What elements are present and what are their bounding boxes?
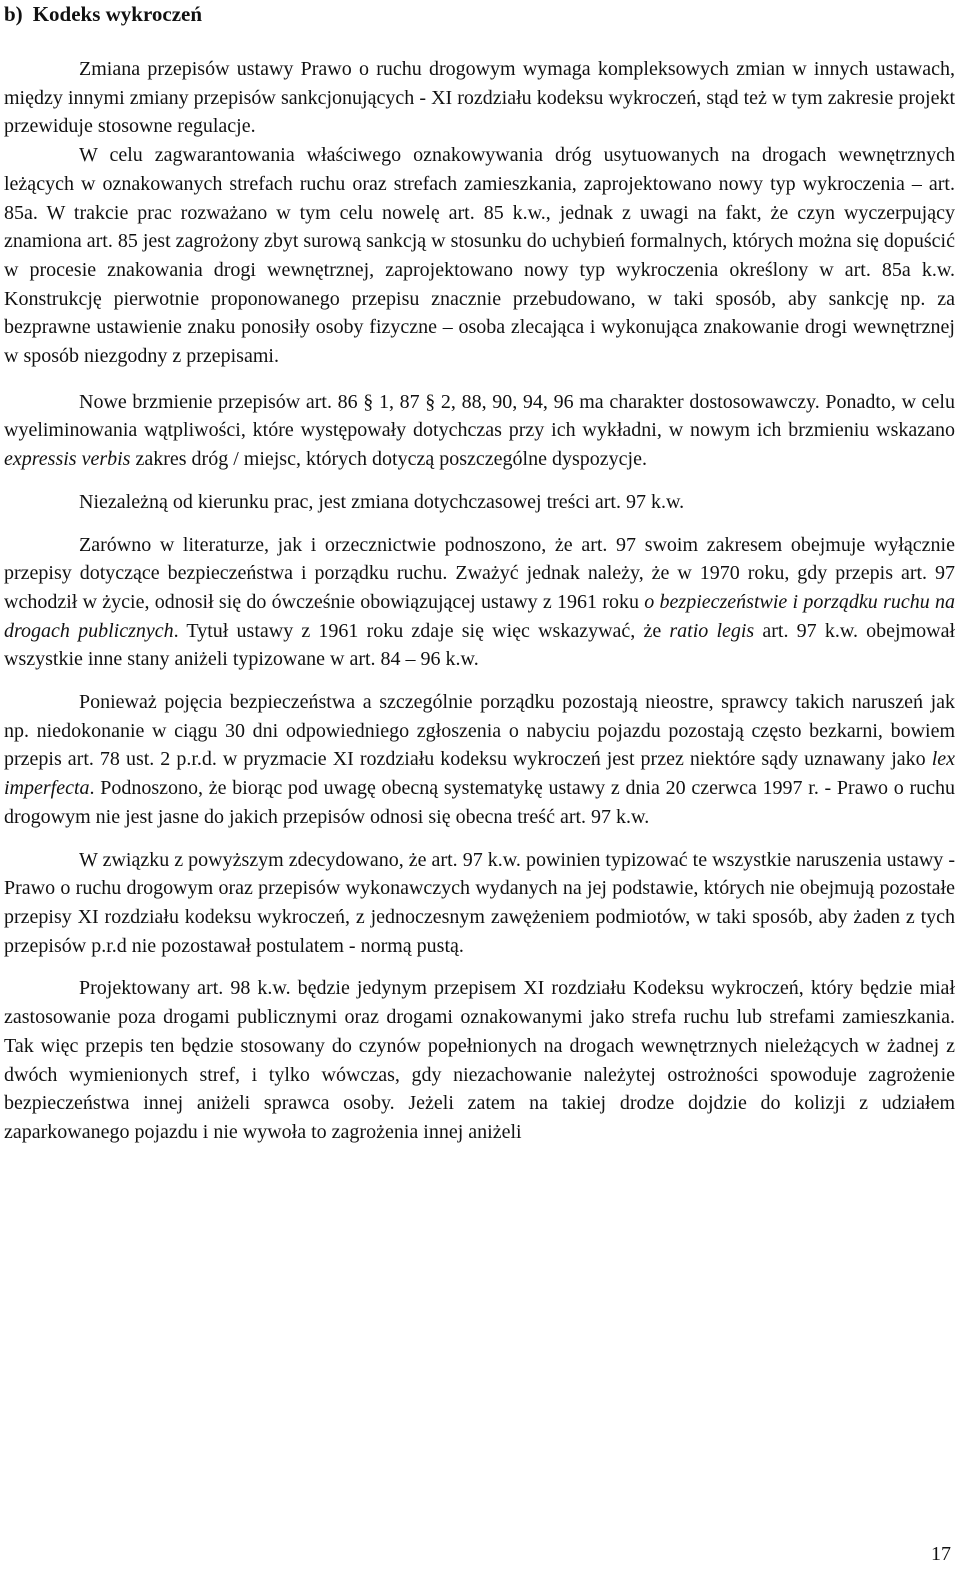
paragraph-text: W celu zagwarantowania właściwego oznakowywania dróg usytuowanych na drogach wewnętrznych leżących w oznakowanych strefach ruchu oraz strefach zamieszkania, zaprojektowano nowy typ wykroczenia – art. 85a. W trakcie prac rozważano w tym celu nowelę art. 85 k.w., jednak z uwagi na fakt, że czyn wyczerpujący znamiona art. 85 jest zagrożony zbyt surową sankcją w stosunku do uchybień formalnych, których można się dopuścić w procesie znakowania drogi wewnętrznej, zaprojektowano nowy typ wykroczenia określony w art. 85a k.w. Konstrukcję pierwotnie proponowanego przepisu znacznie przebudowano, w taki sposób, aby sankcję np. za bezprawne ustawienie znaku ponosiły osoby fizyczne – osoba zlecająca i wykonująca znakowanie drogi wewnętrznej w sposób niezgodny z przepisami. <box>4 144 955 368</box>
paragraph-intro <box>4 55 955 141</box>
italic-phrase: expressis verbis <box>4 448 131 471</box>
section-title: Kodeks wykroczeń <box>32 2 203 26</box>
paragraph-text: Nowe brzmienie przepisów art. 86 § 1, 87 § 2, 88, 90, 94, 96 ma charakter dostosowawczy. Ponadto, w celu wyeliminowania wątpliwości, które występowały dotychczas przy ich wykładni, w nowym ich brzmieniu wskazano <box>4 390 955 442</box>
paragraph-text: W związku z powyższym zdecydowano, że art. 97 k.w. powinien typizować te wszystkie naruszenia ustawy - Prawo o ruchu drogowym oraz przepisów wykonawczych wydanych na jej podstawie, których nie obejmują pozostałe przepisy XI rozdziału kodeksu wykroczeń, z jednoczesnym zawężeniem podmiotów, w taki sposób, aby żaden z tych przepisów p.r.d nie pozostawał postulatem - normą pustą. <box>4 848 955 957</box>
document-page <box>4 0 955 1147</box>
paragraph-text: . Podnoszono, że biorąc pod uwagę obecną systematykę ustawy z dnia 20 czerwca 1997 r. - Prawo o ruchu drogowym nie jest jasne do jakich przepisów odnosi się obecna treść art. 97 k.w. <box>4 777 955 828</box>
paragraph-art-97-change <box>4 488 955 517</box>
paragraph-text: Zmiana przepisów ustawy Prawo o ruchu drogowym wymaga kompleksowych zmian w innych ustawach, między innymi zmiany przepisów sankcjonujących - XI rozdziału kodeksu wykroczeń, stąd też w tym zakresie projekt przewiduje stosowne regulacje. <box>4 58 955 138</box>
paragraph-text: Ponieważ pojęcia bezpieczeństwa a szczególnie porządku pozostają nieostre, sprawcy takich naruszeń jak np. niedokonanie w ciągu 30 dni odpowiedniego zgłoszenia o nabyciu pojazdu pozostają często bezkarni, bowiem przepis art. 78 ust. 2 p.r.d. w pryzmacie XI rozdziału kodeksu wykroczeń jest przez niektóre sądy uznawany jako <box>4 691 955 771</box>
italic-phrase: ratio legis <box>669 619 755 642</box>
paragraph-text: Projektowany art. 98 k.w. będzie jedynym przepisem XI rozdziału Kodeksu wykroczeń, który będzie miał zastosowanie poza drogami publicznymi oraz drogami oznakowanymi jako strefa ruchu lub strefami zamieszkania. Tak więc przepis ten będzie stosowany do czynów popełnionych na drogach wewnętrznych nieleżących w żadnej z dwóch wymienionych stref, i tylko wówczas, gdy niezachowanie należytej ostrożności spowoduje zagrożenie bezpieczeństwa innej aniżeli sprawca osoby. Jeżeli zatem na takiej drodze dojdzie do kolizji z udziałem zaparkowanego pojazdu i nie wywoła to zagrożenia innej aniżeli <box>4 977 955 1143</box>
italic-phrase: o bezpieczeństwie i porządku ruchu na drogach publicznych <box>4 590 956 642</box>
paragraph-text: Zarówno w literaturze, jak i orzecznictwie podnoszono, że art. 97 swoim zakresem obejmuje wyłącznie przepisy dotyczące bezpieczeństwa i porządku ruchu. Zważyć jednak należy, że w 1970 roku, gdy przepis art. 97 wchodził w życie, odnosił się do ówcześnie obowiązującej ustawy z 1961 roku <box>4 533 955 613</box>
paragraph-text: Niezależną od kierunku prac, jest zmiana dotychczasowej treści art. 97 k.w. <box>79 490 685 513</box>
section-heading <box>4 0 955 29</box>
paragraph-art-85a <box>4 141 955 371</box>
paragraph-decision <box>4 846 955 961</box>
paragraph-concepts <box>4 688 955 832</box>
section-number: b) <box>4 2 23 26</box>
page-number: 17 <box>931 1543 951 1565</box>
paragraph-text: art. 97 k.w. obejmował wszystkie inne stany aniżeli typizowane w art. 84 – 96 k.w. <box>4 619 956 671</box>
paragraph-art-98 <box>4 974 955 1146</box>
paragraph-text: zakres dróg / miejsc, których dotyczą poszczególne dyspozycje. <box>130 448 647 471</box>
paragraph-new-wording <box>4 388 955 474</box>
paragraph-literature <box>4 531 955 675</box>
italic-phrase: lex imperfecta <box>4 748 955 800</box>
paragraph-text: . Tytuł ustawy z 1961 roku zdaje się więc wskazywać, że <box>173 619 670 642</box>
